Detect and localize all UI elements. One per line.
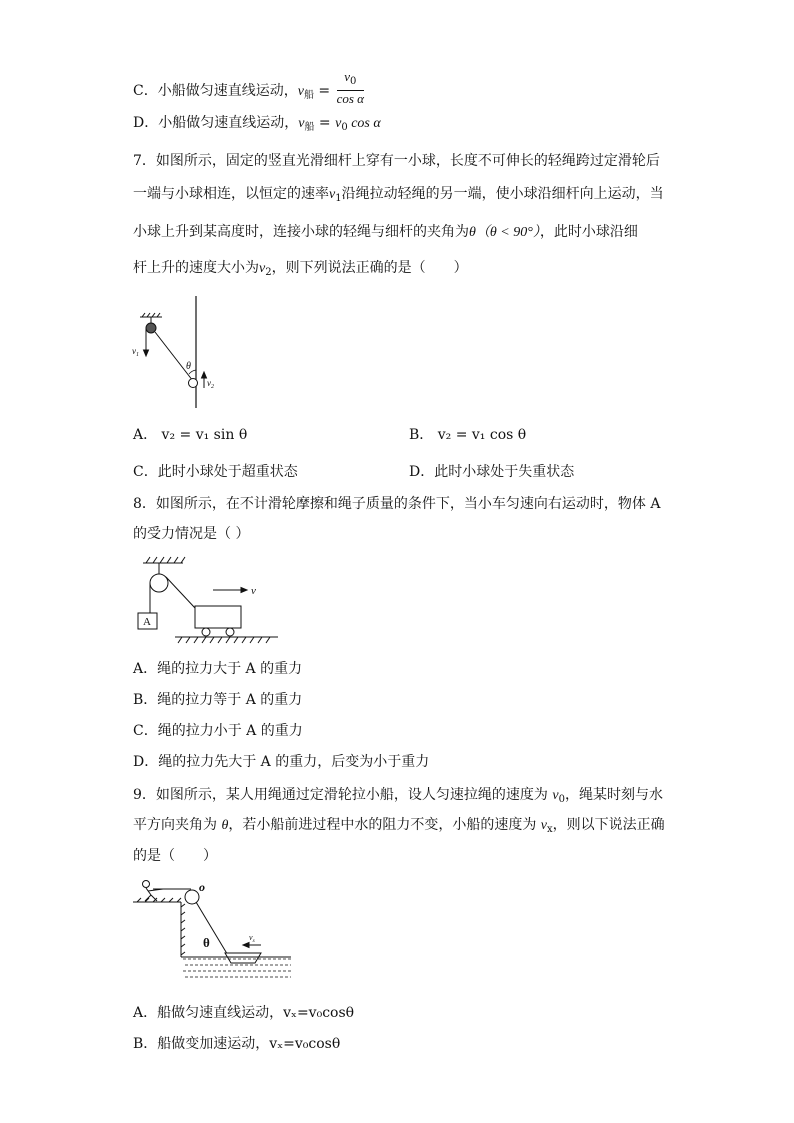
q6-c-eq: =: [313, 83, 335, 99]
q7-stem-line1: [133, 151, 660, 171]
q8-option-c-text: C．绳的拉力小于 A 的重力: [133, 723, 303, 739]
q7-v1-arrow: [144, 338, 149, 356]
q9-option-a: [133, 1003, 354, 1023]
q7-v2-arrow: [202, 372, 207, 388]
q7-stem-line3: [133, 222, 638, 243]
q9-bank: [133, 898, 185, 957]
q6-d-var: v: [298, 116, 305, 131]
q6-c-sub: 船: [303, 90, 314, 101]
q7-option-c: [133, 462, 298, 482]
q8-pulley: [150, 574, 168, 592]
q7-ceiling-hatch: [140, 313, 162, 317]
q9-rope-to-boat: [196, 902, 229, 957]
q8-stem-line1: [133, 494, 660, 514]
q8-option-d: [133, 752, 429, 772]
q7-line4b: ，则下列说法正确的是（ ）: [271, 260, 468, 276]
q8-velocity-arrow: [213, 588, 247, 593]
q9-figure: [133, 877, 293, 992]
q7-line4-sub: 2: [265, 267, 272, 278]
q9-pulley: [185, 890, 199, 904]
q6-c-var: v: [297, 84, 304, 99]
q9-line2b: ，若小船前进过程中水的阻力不变，小船的速度为: [228, 817, 541, 833]
q8-cart-wheel-right: [226, 628, 234, 636]
q9-stem-line2: [133, 815, 665, 840]
q7-line2b: 沿绳拉动轻绳的另一端，使小球沿细杆向上运动，当: [341, 186, 664, 202]
q8-cart: [195, 606, 241, 628]
q9-line1b: ，绳某时刻与水: [564, 787, 663, 803]
q6-d-rhs-sub: 0: [341, 122, 348, 133]
q7-v1-label: $v_1$: [132, 346, 139, 358]
q9-line3-text: 的是（ ）: [133, 848, 217, 864]
q7-line1-text: 7．如图所示，固定的竖直光滑细杆上穿有一小球，长度不可伸长的轻绳跨过定滑轮后: [133, 153, 660, 169]
q8-line2-text: 的受力情况是（ ）: [133, 526, 250, 542]
q7-line4a: 杆上升的速度大小为: [133, 260, 259, 276]
q7-line2a: 一端与小球相连，以恒定的速率: [133, 186, 329, 202]
q7-v2-label: $v_2$: [207, 378, 214, 390]
q6-option-d: [133, 113, 381, 138]
q8-option-b: [133, 690, 302, 710]
q9-line1a: 9．如图所示，某人用绳通过定滑轮拉小船，设人匀速拉绳的速度为: [133, 787, 553, 803]
q7-theta-label: θ: [186, 361, 191, 372]
q7-line3-paren: （θ < 90°）: [475, 225, 540, 240]
q7-stem-line2: [133, 184, 664, 209]
q8-rope-to-cart: [166, 577, 195, 608]
q7-line4-var: v: [259, 261, 266, 276]
q9-option-a-text: A．船做匀速直线运动，vₓ=v₀cosθ: [133, 1005, 355, 1021]
q9-theta-label: θ: [203, 935, 210, 950]
q6-c-num-var: v: [344, 69, 350, 84]
q7-line3-theta: θ: [469, 225, 476, 240]
q7-figure: [130, 292, 220, 412]
q9-boat: [225, 953, 261, 963]
q9-line1-var: v: [552, 788, 559, 803]
q8-option-b-text: B．绳的拉力等于 A 的重力: [133, 692, 303, 708]
q9-line2-theta: θ: [221, 818, 229, 833]
q7-option-b-text: B． v₂ = v₁ cos θ: [409, 427, 527, 443]
q9-o-label: o: [199, 880, 205, 894]
q6-option-c-text: C．小船做匀速直线运动，: [133, 83, 298, 99]
q9-vx-label: $v_x$: [249, 933, 255, 944]
q8-velocity-label: v: [251, 585, 256, 597]
q9-line1-sub: 0: [558, 794, 565, 805]
q8-ceiling-hatch: [143, 557, 185, 563]
q7-line2-var: v: [329, 187, 336, 202]
q6-d-sub: 船: [304, 122, 315, 133]
q9-person-icon: [143, 881, 164, 902]
q8-option-d-text: D．绳的拉力先大于 A 的重力，后变为小于重力: [133, 754, 430, 770]
q7-rope-to-ball: [155, 332, 193, 381]
q7-pulley: [146, 323, 156, 333]
q8-option-a-text: A．绳的拉力大于 A 的重力: [133, 661, 303, 677]
q7-option-b: [409, 425, 526, 445]
q8-cart-wheel-left: [202, 628, 210, 636]
q8-stem-line2: [133, 524, 249, 544]
q9-option-b: [133, 1034, 340, 1054]
q7-stem-line4: [133, 258, 468, 283]
q6-option-d-text: D．小船做匀速直线运动，: [133, 115, 299, 131]
q6-c-fraction: [337, 69, 364, 107]
q9-line2-sub: x: [547, 824, 553, 835]
q7-ball: [189, 379, 198, 388]
q8-figure: [133, 553, 283, 648]
q9-option-b-text: B．船做变加速运动，vₓ=v₀cosθ: [133, 1036, 341, 1052]
q7-line3b: ，此时小球沿细: [539, 224, 638, 240]
q9-stem-line3: [133, 846, 217, 866]
q7-option-d: [409, 462, 574, 482]
q9-line2a: 平方向夹角为: [133, 817, 222, 833]
q8-ground: [175, 637, 278, 643]
q6-d-rhs-var: v: [335, 116, 342, 131]
q8-block-label: A: [143, 616, 151, 628]
q9-line2-var: v: [540, 818, 548, 833]
q9-line2c: ，则以下说法正确: [552, 817, 665, 833]
q7-option-a-text: A． v₂ = v₁ sin θ: [133, 427, 248, 443]
q9-stem-line1: [133, 785, 663, 810]
q8-option-c: [133, 721, 303, 741]
q6-d-eq: =: [314, 115, 336, 131]
q7-line3a: 小球上升到某高度时，连接小球的轻绳与细杆的夹角为: [133, 224, 469, 240]
q6-d-rhs: cos α: [347, 116, 381, 131]
q8-line1-text: 8．如图所示，在不计滑轮摩擦和绳子质量的条件下，当小车匀速向右运动时，物体 A: [133, 496, 661, 512]
q6-c-num-sub: 0: [349, 76, 357, 87]
q8-option-a: [133, 659, 302, 679]
q7-option-a: [133, 425, 247, 445]
q7-line2-sub: 1: [335, 193, 342, 204]
q6-option-c: [133, 69, 364, 110]
q6-c-den: cos α: [336, 91, 364, 106]
q7-option-c-text: C．此时小球处于超重状态: [133, 464, 298, 480]
q7-option-d-text: D．此时小球处于失重状态: [409, 464, 575, 480]
